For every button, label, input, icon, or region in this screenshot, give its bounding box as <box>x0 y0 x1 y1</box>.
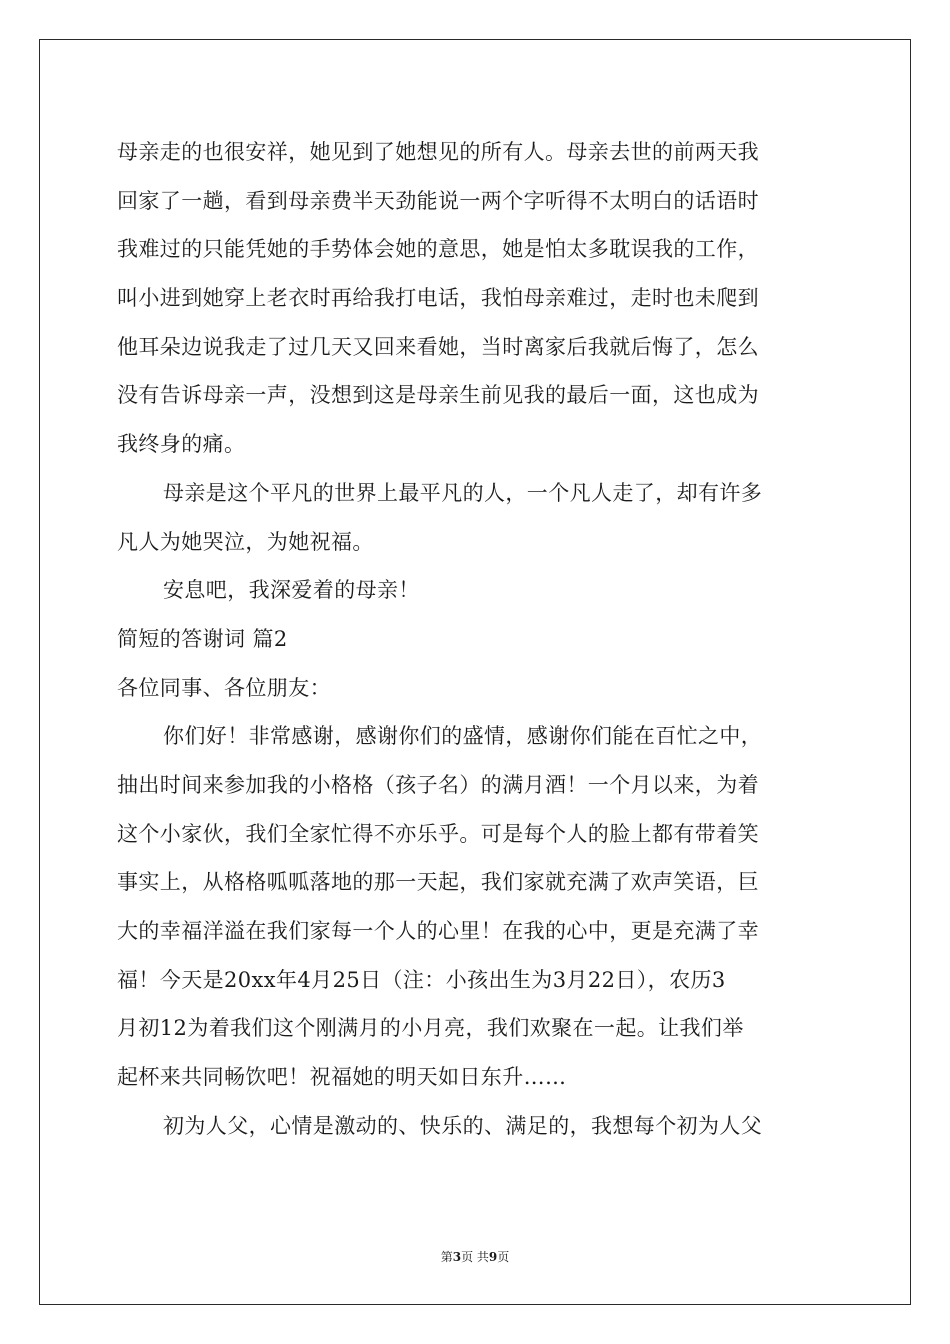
footer-middle: 页 共 <box>461 1250 489 1264</box>
text-line: 这个小家伙，我们全家忙得不亦乐乎。可是每个人的脸上都有带着笑 <box>117 821 759 846</box>
text-line: 简短的答谢词 篇2 <box>117 626 288 651</box>
text-line: 回家了一趟，看到母亲费半天劲能说一两个字听得不太明白的话语时 <box>117 188 759 213</box>
page-footer <box>0 1248 950 1265</box>
text-line: 凡人为她哭泣，为她祝福。 <box>117 529 374 554</box>
footer-prefix: 第 <box>440 1250 453 1264</box>
text-line: 母亲是这个平凡的世界上最平凡的人，一个凡人走了，却有许多 <box>163 480 763 505</box>
document-body <box>117 128 837 1150</box>
text-line: 福！今天是20xx年4月25日（注：小孩出生为3月22日），农历3 <box>117 967 726 992</box>
text-line: 安息吧，我深爱着的母亲！ <box>163 578 420 603</box>
text-line: 事实上，从格格呱呱落地的那一天起，我们家就充满了欢声笑语，巨 <box>117 870 759 895</box>
footer-suffix: 页 <box>497 1250 510 1264</box>
text-line: 大的幸福洋溢在我们家每一个人的心里！在我的心中，更是充满了幸 <box>117 919 759 943</box>
text-line: 他耳朵边说我走了过几天又回来看她，当时离家后我就后悔了，怎么 <box>117 334 759 359</box>
text-line: 我终身的痛。 <box>117 432 246 457</box>
text-line: 我难过的只能凭她的手势体会她的意思，她是怕太多耽误我的工作， <box>117 237 759 262</box>
footer-page-number: 3 <box>452 1250 462 1264</box>
text-line: 各位同事、各位朋友： <box>117 675 331 700</box>
text-line: 月初12为着我们这个刚满月的小月亮，我们欢聚在一起。让我们举 <box>117 1016 744 1041</box>
text-line: 母亲走的也很安祥，她见到了她想见的所有人。母亲去世的前两天我 <box>117 140 759 164</box>
text-line: 叫小进到她穿上老衣时再给我打电话，我怕母亲难过，走时也未爬到 <box>117 286 759 311</box>
text-line: 没有告诉母亲一声，没想到这是母亲生前见我的最后一面，这也成为 <box>117 383 759 408</box>
text-line: 初为人父，心情是激动的、快乐的、满足的，我想每个初为人父 <box>163 1113 763 1138</box>
footer-total-pages: 9 <box>488 1250 498 1264</box>
text-line: 抽出时间来参加我的小格格（孩子名）的满月酒！一个月以来，为着 <box>117 772 759 797</box>
text-line: 你们好！非常感谢，感谢你们的盛情，感谢你们能在百忙之中， <box>163 724 763 749</box>
text-line: 起杯来共同畅饮吧！祝福她的明天如日东升…… <box>117 1065 567 1090</box>
